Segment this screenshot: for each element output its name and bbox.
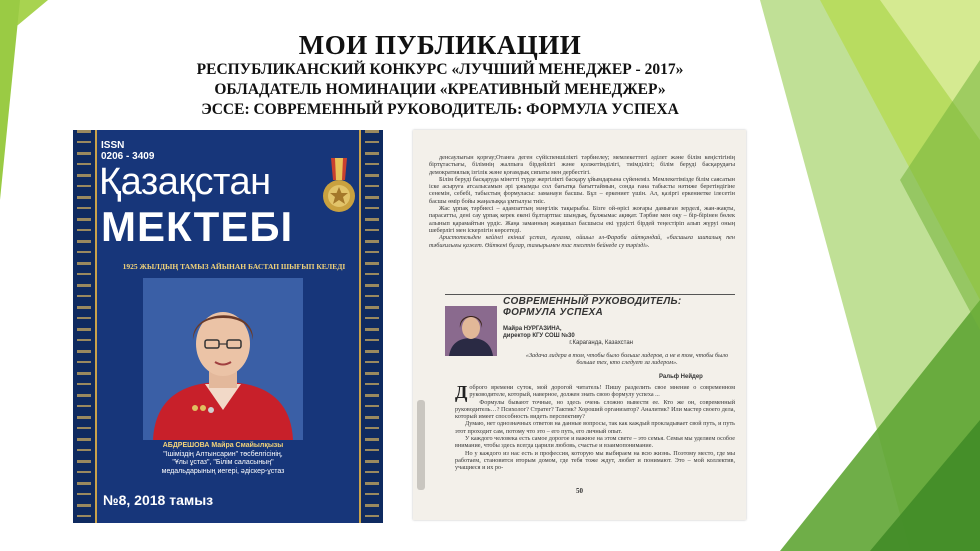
cover-caption-line-1: "Ішіміздің Алтынсарин" төсбелгісінің, (163, 450, 283, 458)
article-top-text (429, 154, 735, 249)
subtitle-line-2: ОБЛАДАТЕЛЬ НОМИНАЦИИ «КРЕАТИВНЫЙ МЕНЕДЖЕР» (214, 81, 666, 98)
cover-since-line: 1925 ЖЫЛДЫҢ ТАМЫЗ АЙЫНАН БАСТАП ШЫҒЫП КЕЛЕДІ (122, 262, 346, 271)
first-paragraph-text: оброго времени суток, мой дорогой читатель! Пишу разделить свое мнение о современном руководителе, который, наверное, должен знать свою формулу успеха ... (469, 384, 735, 399)
cover-caption (113, 442, 333, 476)
top-paragraph: денсаулығын қорғау;Отанға деген сүйіспеншілікті тәрбиелеу; мемлекеттегі әділет және білім кеңістігінің біртұтастығы, білімнің жалпыға бірдейлігі және қолжетімділігі, тиімділігі; білім беруді басқарудағы демократиялық ізгілік және қоғамдық сипаты мен дербестігі. (429, 154, 735, 176)
article-author (503, 326, 633, 348)
issn-block (101, 140, 154, 162)
author-name: Майра НУРГАЗИНА, (503, 326, 562, 332)
cover-title-line-1: Қазақстан (99, 161, 271, 203)
author-role: директор КГУ СОШ №30 (503, 333, 575, 340)
cover-caption-line-3: медальдарының иегері, әдіскер-ұстаз (161, 467, 285, 475)
medal-icon (319, 158, 359, 216)
body-paragraph: Формулы бывают точные, но здесь очень сложно вывести ее. Кто же он, современный руководитель…? Психолог? Стратег? Тактик? Хороший организатор? Аналитик? Или мастер своего дела, который имеет способность видеть перспективу? (455, 398, 735, 421)
cover-portrait (143, 278, 303, 440)
subtitle-line-3: ЭССЕ: СОВРЕМЕННЫЙ РУКОВОДИТЕЛЬ: ФОРМУЛА УСПЕХА (201, 101, 679, 118)
epigraph: «Задача лидера в том, чтобы было больше лидеров, а не в том, чтобы было больше тех, кто следует за лидером». (525, 352, 729, 367)
body-paragraph: Но у каждого из нас есть и профессия, которую мы выбираем на всю жизнь. Поэтому место, где мы работаем, становится вторым домом, где тебя тоже ждут, любят и понимают. Это – мой коллектив, учащиеся и их ро- (455, 449, 735, 472)
cover-caption-name: АБДРЕШОВА Майра Смайылқызы (162, 442, 284, 449)
binding-mark (417, 400, 425, 490)
ornament-border-left (73, 130, 97, 523)
issn-label: ISSN (101, 140, 125, 151)
article-title (503, 296, 682, 318)
body-paragraph: Думаю, нет однозначных ответов на данные вопросы, так как каждый прокладывает свой путь, и путь этот проходит сам, потому что это – его путь, его личный опыт. (455, 420, 735, 435)
author-photo (445, 306, 497, 356)
slide-title: МОИ ПУБЛИКАЦИИ (298, 30, 582, 60)
top-paragraph: Аристотельден кейінгі екінші ұстаз, ғұлама, ойшыл әл-Фараби айтқандай, «басшыға шипалық пен тәбиғилығы қажет. Өйткені бұлар, тамырымен тас тесетін бейнеде су тәрізді». (429, 234, 735, 249)
ornament-border-right (359, 130, 383, 523)
author-city: г.Караганда, Казахстан (569, 340, 633, 347)
article-title-line-2: ФОРМУЛА УСПЕХА (503, 307, 604, 318)
magazine-cover (73, 130, 383, 523)
dropcap: Д (455, 382, 468, 402)
subtitle-line-1: РЕСПУБЛИКАНСКИЙ КОНКУРС «ЛУЧШИЙ МЕНЕДЖЕР - 2017» (196, 61, 684, 78)
issn-number: 0206 - 3409 (101, 151, 155, 162)
page-number: 50 (576, 487, 583, 495)
article-page (413, 130, 746, 520)
article-title-line-1: СОВРЕМЕННЫЙ РУКОВОДИТЕЛЬ: (503, 296, 682, 307)
first-paragraph (455, 382, 735, 402)
top-paragraph: Жас ұрпақ тәрбиесі – адамзаттың мәңгілік тақырыбы. Бізге ой-өрісі жоғары дамыған зерделі, жан-жақты, парасатты, дені сау ұрпақ керек екені бұлтартпас шындық, бұлжымас ақиқат. Тәрбие мен оқу – бір-бірінен бөлек алынып қарамайтын үрдіс. Жаңа заманның жаңашыл басшысы екі үрдісті бірдей теңестіріп алып жүруі оның шеберлігі мен іскерлігін көрсетеді. (429, 205, 735, 234)
body-paragraph: У каждого человека есть самое дорогое и важное на этом свете – это семья. Семья мы уделяем особое внимание, чтобы здесь всегда царили любовь, счастье и взаимопонимание. (455, 435, 735, 450)
article-body (455, 384, 735, 472)
epigraph-author: Ральф Нейдер (659, 374, 703, 380)
top-paragraph: Білім беруді басқаруда мінетті түрде жергілікті басқару ұйымдарына сүйенеміз. Мемлекетімізде білім саясатын іске асыруға атсалысамын әрі ұжымды сол бағытқа бағыттаймын, сонда ғана табысты нәтиже беретіндігіне сенемін, себебі, табыстың формуласы: заманауи басшы. Бұл – еркениет үшін. Ал, қазіргі еркениетке ілесетін басшы өмір бойы жаңалыққа ұмтылуы тиіс. (429, 175, 735, 205)
cover-title-line-2: МЕКТЕБІ (101, 203, 294, 250)
cover-caption-line-2: "Ұлы ұстаз", "Білім саласының" (172, 459, 274, 466)
slide-heading (60, 30, 820, 120)
cover-issue: №8, 2018 тамыз (103, 492, 214, 508)
